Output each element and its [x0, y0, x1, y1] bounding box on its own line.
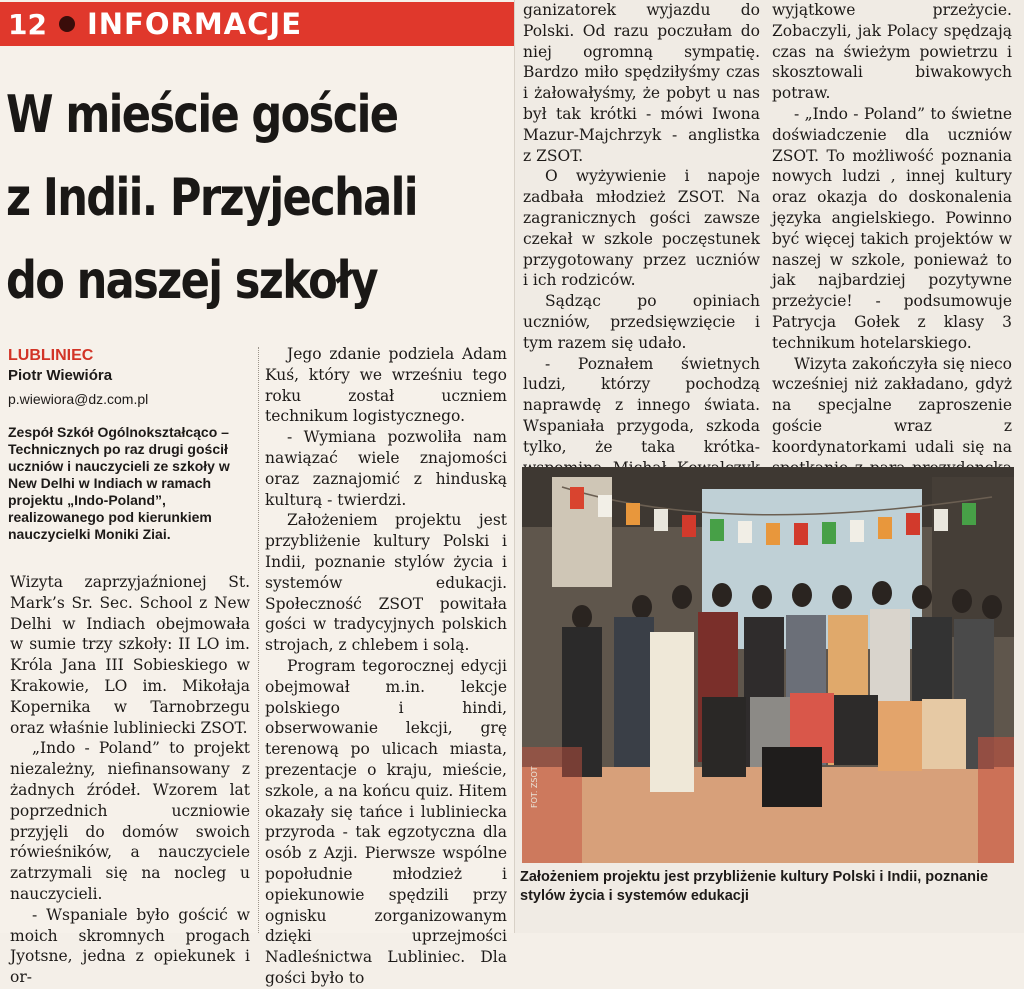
- paragraph: Program tegorocznej edycji obejmował m.in. lekcje polskiego i hindi, obserwowanie lekcji, grę terenową po ulicach miasta, prezentacje o kraju, mieście, szkole, a na końcu quiz. Hitem okazały się tańce i lubliniecka przyroda - tak egzotyczna dla osób z Azji. Pierwsze wspólne popołudnie młodzież i opiekunowie spędzili przy ognisku zorganizowanym dzięki uprzejmości Nadleśnictwa Lubliniec. Dla gości było to: [265, 656, 507, 987]
- paragraph: wyjątkowe przeżycie. Zobaczyli, jak Polacy spędzają czas na świeżym powietrzu i skosztowali biwakowych potraw.: [772, 1, 1012, 103]
- article-column-1: [10, 572, 250, 988]
- headline-line-1: W mieście goście: [6, 85, 398, 145]
- paragraph: - Wspaniale było gościć w moich skromnych progach Jyotsne, jedna z opiekunek i or-: [10, 905, 250, 987]
- section-name: INFORMACJE: [86, 7, 303, 41]
- article-column-2: [265, 344, 507, 989]
- byline-city: LUBLINIEC: [8, 347, 94, 364]
- paragraph: ganizatorek wyjazdu do Polski. Od razu poczułam do niej ogromną sympatię. Bardzo miło spędziłyśmy czas i żałowałyśmy, że pobyt u nas był tak krótki - mówi Iwona Mazur-Majchrzyk - anglistka z ZSOT.: [523, 1, 760, 165]
- byline-author: Piotr Wiewióra: [8, 367, 113, 384]
- group-photo-illustration: [522, 467, 1014, 863]
- lead-paragraph: Zespół Szkół Ogólnokształcąco – Technicznych po raz drugi gościł uczniów i nauczycieli ze szkoły w New Delhi w Indiach w ramach projektu „Indo-Poland”, realizowanego pod kierunkiem nauczycielki Moniki Ziai.: [8, 424, 230, 542]
- group-photo: [522, 467, 1014, 863]
- byline-email[interactable]: p.wiewiora@dz.com.pl: [8, 391, 149, 407]
- article-column-4: [772, 0, 1012, 501]
- headline-line-3: do naszej szkoły: [6, 251, 377, 311]
- paragraph: - Poznałem świetnych ludzi, którzy pochodzą naprawdę z innego świata. Wspaniała przygoda, szkoda tylko, że taka krótka-: [523, 354, 760, 456]
- bullet-icon: [59, 16, 75, 32]
- photo-credit: FOT. ZSOT: [530, 766, 539, 808]
- paragraph: Wizyta zaprzyjaźnionej St. Mark’s Sr. Sec. School z New Delhi w Indiach obejmowała w sumie trzy szkoły: II LO im. Króla Jana III Sobieskiego w Krakowie, LO im. Mikołaja Kopernika w Tarnobrzegu oraz właśnie lubliniecki ZSOT.: [10, 573, 250, 737]
- paragraph: Jego zdanie podziela Adam Kuś, który we wrześniu tego roku został uczniem technikum logistycznego.: [265, 345, 507, 426]
- byline: [8, 346, 258, 410]
- photo-caption: Założeniem projektu jest przybliżenie kultury Polski i Indii, poznanie stylów życia i systemów edukacji: [520, 869, 989, 904]
- article-column-3: [523, 0, 760, 499]
- page-number: 12: [8, 7, 47, 41]
- headline: [6, 74, 421, 323]
- paragraph: O wyżywienie i napoje zadbała młodzież ZSOT. Na zagranicznych gości zawsze czekał w szkole poczęstunek przygotowany przez uczniów i ich rodziców.: [523, 167, 760, 290]
- paragraph: - Wymiana pozwoliła nam nawiązać wiele znajomości oraz zaznajomić z hinduską kulturą - twierdzi.: [265, 428, 507, 509]
- headline-line-2: z Indii. Przyjechali: [6, 168, 417, 228]
- paragraph-text: Wizyta zakończyła się nieco wcześniej niż zakładano, gdyż na specjalne zaproszenie goście wraz z koordynatorkami udali się na: [772, 354, 1012, 456]
- paragraph: „Indo - Poland” to projekt niezależny, niefinansowany z żadnych źródeł. Wzorem lat poprzednich uczniowie przyjęli do domów swoich rówieśników, a nauczyciele zatrzymali się na nocleg u nauczycieli.: [10, 739, 250, 903]
- section-header-bar: [0, 2, 514, 46]
- paragraph: Sądząc po opiniach uczniów, przedsięwzięcie i tym razem się udało.: [523, 292, 760, 352]
- paragraph: - „Indo - Poland” to świetne doświadczenie dla uczniów ZSOT. To możliwość poznania nowych ludzi , innej kultury oraz okazja do doskonalenia języka angielskiego. Powinno być więcej takich projektów w naszej w szkole, ponieważ to jak najbardziej pozytywne przeżycie! - podsumowuje Patrycja Gołek z klasy 3 technikum hotelarskiego.: [772, 104, 1012, 352]
- column-divider: [258, 347, 259, 933]
- paragraph: Założeniem projektu jest przybliżenie kultury Polski i Indii, poznanie stylów życia i systemów edukacji. Społeczność ZSOT powitała gości w tradycyjnych polskich strojach, z chlebem i solą.: [265, 511, 507, 655]
